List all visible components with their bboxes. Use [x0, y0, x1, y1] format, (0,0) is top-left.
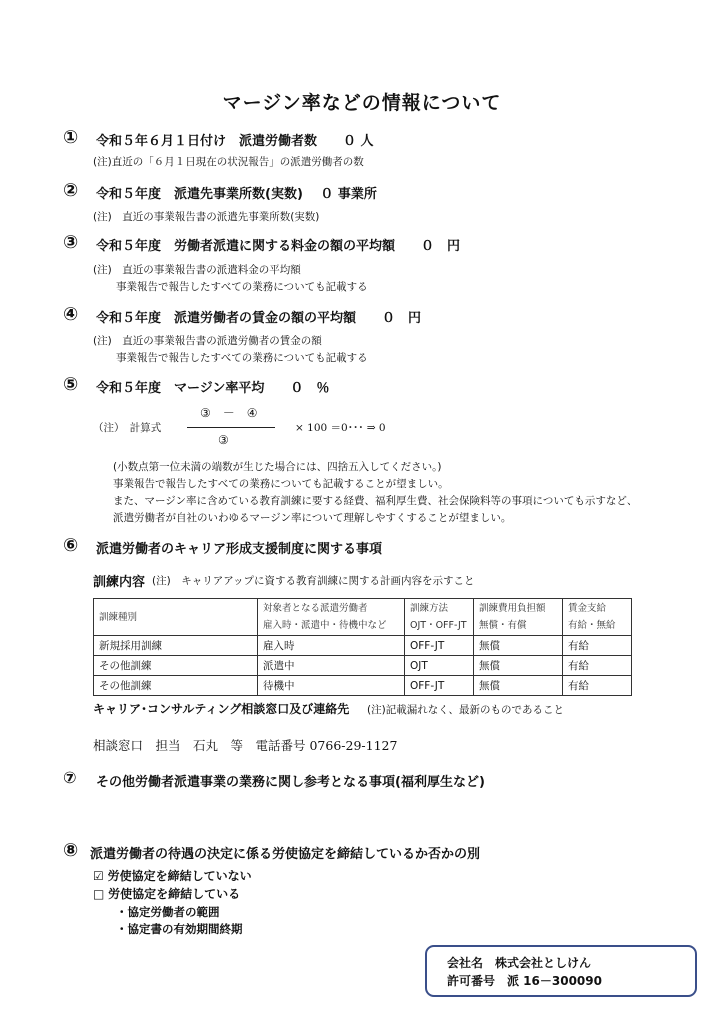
table-row: [94, 656, 632, 676]
formula-numerator: ③ － ④: [200, 406, 258, 420]
section-6-number: ⑥: [63, 535, 79, 556]
section-8-heading: 派遣労働者の待遇の決定に係る労使協定を締結しているか否かの別: [90, 847, 481, 862]
consult-info: 相談窓口 担当 石丸 等 電話番号 0766-29-1127: [93, 738, 398, 753]
section-6-heading: 派遣労働者のキャリア形成支援制度に関する事項: [96, 542, 383, 557]
margin-note-1: (小数点第一位未満の端数が生じた場合には、四捨五入してください。): [113, 461, 442, 473]
formula-fraction-bar: [187, 427, 275, 428]
item-1-note: (注)直近の「６月１日現在の状況報告」の派遣労働者の数: [93, 156, 364, 168]
table-header-row: [94, 599, 632, 636]
margin-note-3: また、マージン率に含めている教育訓練に要する経費、福利厚生費、社会保険料等の事項についても示すなど、: [113, 495, 638, 507]
item-3-note-2: 事業報告で報告したすべての業務についても記載する: [116, 281, 368, 293]
section-7-number: ⑦: [63, 768, 77, 787]
margin-note-4: 派遣労働者が自社のいわゆるマージン率について理解しやすくすることが望ましい。: [113, 512, 512, 524]
cell-target: 待機中: [258, 676, 405, 696]
formula-denominator: ③: [218, 433, 229, 447]
item-4-number: ④: [63, 304, 79, 325]
item-1-number: ①: [63, 127, 79, 148]
consult-heading: キャリア･コンサルティング相談窓口及び連絡先: [93, 702, 350, 716]
training-table: [93, 598, 632, 696]
checked-checkbox-icon: ☑: [93, 869, 104, 883]
license-number: 許可番号 派 16－300090: [447, 974, 602, 988]
subitem-worker-scope: ・協定労働者の範囲: [116, 905, 220, 919]
margin-note-2: 事業報告で報告したすべての業務についても記載することが望ましい。: [113, 478, 449, 490]
header-cost: 訓練費用負担額 無償・有償: [474, 599, 563, 636]
option-label: 労使協定を締結している: [108, 887, 241, 901]
cell-method: OJT: [405, 656, 474, 676]
empty-checkbox-icon: □: [93, 887, 105, 901]
option-not-concluded: [93, 867, 252, 884]
item-5-heading: 令和５年度 マージン率平均 ０ ％: [96, 381, 330, 396]
section-8-number: ⑧: [63, 840, 79, 861]
cell-wage: 有給: [563, 636, 632, 656]
option-label: 労使協定を締結していない: [107, 869, 252, 883]
item-3-note: (注) 直近の事業報告書の派遣料金の平均額: [93, 264, 301, 276]
formula-result: × 100 ＝0･･･ ⇒ 0: [295, 422, 386, 434]
header-target: 対象者となる派遣労働者 雇入時・派遣中・待機中など: [258, 599, 405, 636]
cell-target: 派遣中: [258, 656, 405, 676]
cell-wage: 有給: [563, 676, 632, 696]
cell-method: OFF-JT: [405, 636, 474, 656]
training-label: 訓練内容: [93, 575, 146, 590]
item-2-number: ②: [63, 180, 79, 201]
option-concluded: [93, 885, 240, 902]
cell-cost: 無償: [474, 676, 563, 696]
cell-method: OFF-JT: [405, 676, 474, 696]
section-7-heading: その他労働者派遣事業の業務に関し参考となる事項(福利厚生など): [96, 775, 485, 790]
cell-type: 新規採用訓練: [94, 636, 258, 656]
cell-target: 雇入時: [258, 636, 405, 656]
cell-type: その他訓練: [94, 656, 258, 676]
item-4-note: (注) 直近の事業報告書の派遣労働者の賃金の額: [93, 335, 322, 347]
item-2-heading: 令和５年度 派遣先事業所数(実数) ０ 事業所: [96, 187, 377, 202]
table-row: [94, 636, 632, 656]
cell-cost: 無償: [474, 636, 563, 656]
training-note: (注) キャリアアップに資する教育訓練に関する計画内容を示すこと: [152, 575, 475, 587]
formula-label: （注） 計算式: [93, 422, 162, 434]
cell-wage: 有給: [563, 656, 632, 676]
item-4-heading: 令和５年度 派遣労働者の賃金の額の平均額 ０ 円: [96, 311, 422, 326]
header-type: 訓練種別: [94, 599, 258, 636]
item-3-number: ③: [63, 232, 79, 253]
header-method: 訓練方法 OJT・OFF-JT: [405, 599, 474, 636]
table-row: [94, 676, 632, 696]
item-3-heading: 令和５年度 労働者派遣に関する料金の額の平均額 ０ 円: [96, 239, 461, 254]
company-info-box: [425, 945, 697, 997]
consult-note: (注)記載漏れなく、最新のものであること: [367, 704, 564, 716]
item-1-heading: 令和５年６月１日付け 派遣労働者数 ０ 人: [96, 134, 374, 149]
header-wage: 賃金支給 有給・無給: [563, 599, 632, 636]
subitem-validity-period: ・協定書の有効期間終期: [116, 922, 243, 936]
company-name: 会社名 株式会社としけん: [447, 956, 592, 970]
cell-cost: 無償: [474, 656, 563, 676]
item-4-note-2: 事業報告で報告したすべての業務についても記載する: [116, 352, 368, 364]
item-5-number: ⑤: [63, 374, 79, 395]
page-title: マージン率などの情報について: [222, 92, 502, 114]
cell-type: その他訓練: [94, 676, 258, 696]
item-2-note: (注) 直近の事業報告書の派遣先事業所数(実数): [93, 211, 320, 223]
